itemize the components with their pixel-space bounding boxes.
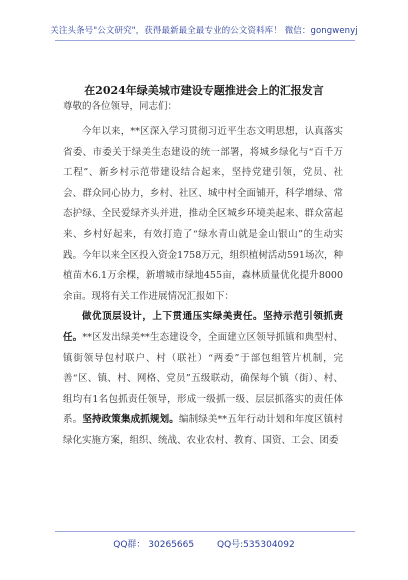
footer-qq-group: QQ群： 30265665: [113, 540, 195, 550]
document-body: [63, 122, 343, 452]
header-banner: 关注头条号"公文研究"，获得最新最全最专业的公文资料库！ 微信：gongwenyj: [50, 26, 358, 36]
footer-divider: [55, 531, 355, 532]
paragraph-2-subheading: 坚持政策集成抓规划。: [82, 414, 179, 426]
document-title: 在2024年绿美城市建设专题推进会上的汇报发言: [84, 84, 324, 97]
paragraph-2-text-2: 编制绿美**五年行动计划和年度区镇村绿化实施方案，组织、统战、农业农村、教育、国资、工会、团委: [63, 414, 343, 446]
footer-qq-number: QQ号:535304092: [216, 540, 295, 550]
footer: [0, 537, 408, 550]
header-divider: [55, 40, 355, 41]
greeting: 尊敬的各位领导，同志们：: [63, 101, 178, 112]
paragraph-1: 今年以来，**区深入学习贯彻习近平生态文明思想，认真落实省委、市委关于绿美生态建设的统一部署，将城乡绿化与“百千万工程”、新乡村示范带建设结合起来，坚持党建引领，党员、社会、群众同心协力，乡村、社区、城中村全面铺开，科学增绿、常态护绿、全民爱绿齐头并进，推动全区城乡环境美起来、群众富起来、乡村好起来，有效打造了“绿水青山就是金山银山”的生动实践。今年以来全区投入资金1758万元，组织植树活动591场次，种植苗木6.1万余棵，新增城市绿地455亩，森林质量优化提升8000余亩。现将有关工作进展情况汇报如下：: [63, 126, 343, 302]
paragraph-2: [63, 307, 343, 451]
paragraph-2-heading: 做优顶层设计，上下贯通压实绿美责任。坚持示范引领抓责任。: [63, 311, 343, 343]
paragraph-2-text: **区发出绿美**生态建设令，全面建立区领导抓镇和典型村、镇街领导包村联户、村（联社）“两委”于部包组管片机制，完善“区、镇、村、网格、党员”五级联动，确保每个镇（街）、村、组均有1名包抓责任领导，形成一级抓一级、层层抓落实的责任体系。: [63, 331, 343, 426]
